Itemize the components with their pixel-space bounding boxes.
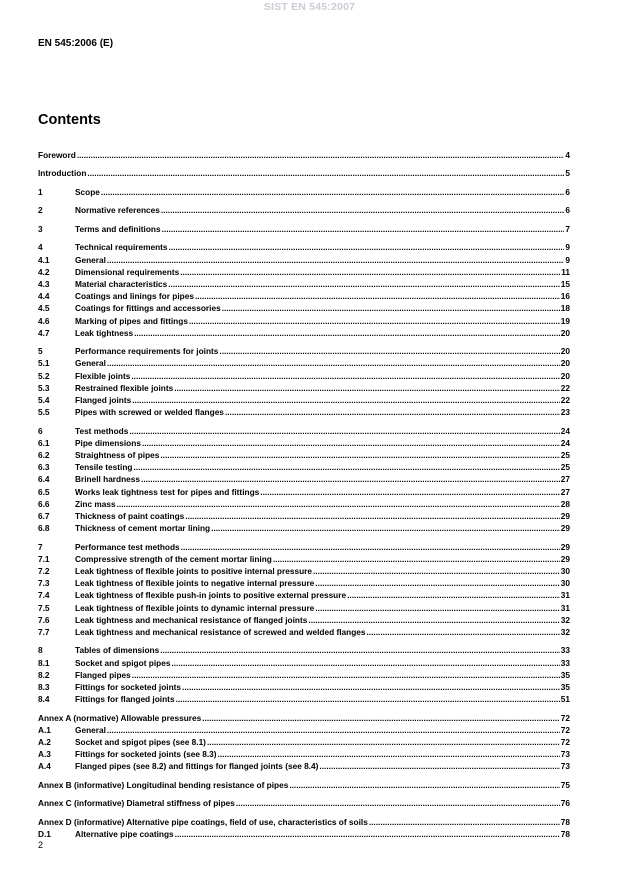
toc-leader-dots	[181, 541, 560, 553]
toc-entry-page: 11	[561, 266, 570, 277]
toc-leader-dots	[313, 565, 560, 577]
toc-entry-number: 7.7	[38, 626, 50, 637]
toc-leader-dots	[185, 510, 560, 522]
toc-entry-page: 25	[560, 462, 570, 473]
toc-entry-page: 29	[560, 553, 570, 564]
toc-leader-dots	[225, 406, 560, 418]
toc-entry-title: Alternative pipe coatings	[75, 829, 174, 840]
toc-entry-title: Normative references	[75, 205, 160, 216]
toc-entry-title: Annex C (informative) Diametral stiffness of pipes	[38, 798, 235, 809]
toc-entry-title: Fittings for socketed joints (see 8.3)	[75, 749, 217, 760]
toc-entry-page: 31	[560, 590, 570, 601]
toc-entry-number: 6.8	[38, 523, 50, 534]
toc-leader-dots	[169, 241, 565, 253]
toc-entry-title: Zinc mass	[75, 498, 116, 509]
toc-leader-dots	[218, 748, 560, 760]
toc-entry[interactable]	[38, 760, 570, 772]
toc-entry[interactable]	[38, 693, 570, 705]
toc-entry[interactable]	[38, 425, 570, 437]
toc-leader-dots	[222, 302, 560, 314]
toc-entry-title: Marking of pipes and fittings	[75, 315, 188, 326]
toc-entry-title: Leak tightness of flexible joints to dynamic internal pressure	[75, 602, 315, 613]
toc-entry-number: 2	[38, 205, 43, 216]
toc-entry-page: 35	[560, 669, 570, 680]
toc-entry-number: A.1	[38, 724, 51, 735]
toc-entry[interactable]	[38, 644, 570, 656]
toc-leader-dots	[160, 644, 560, 656]
toc-entry[interactable]	[38, 614, 570, 626]
toc-leader-dots	[260, 486, 560, 498]
toc-entry[interactable]	[38, 779, 570, 791]
toc-entry[interactable]	[38, 382, 570, 394]
toc-entry-page: 73	[560, 749, 570, 760]
toc-entry[interactable]	[38, 266, 570, 278]
toc-entry[interactable]	[38, 828, 570, 840]
toc-entry[interactable]	[38, 327, 570, 339]
toc-entry-page: 32	[560, 626, 570, 637]
toc-leader-dots	[129, 425, 559, 437]
toc-entry-page: 22	[560, 394, 570, 405]
toc-entry[interactable]	[38, 589, 570, 601]
toc-entry[interactable]	[38, 437, 570, 449]
toc-entry-title: Pipes with screwed or welded flanges	[75, 407, 224, 418]
toc-entry[interactable]	[38, 748, 570, 760]
toc-entry[interactable]	[38, 681, 570, 693]
toc-entry-page: 23	[560, 407, 570, 418]
toc-entry[interactable]	[38, 315, 570, 327]
toc-entry-page: 20	[560, 358, 570, 369]
toc-entry-number: 5.5	[38, 407, 50, 418]
toc-entry-page: 24	[560, 425, 570, 436]
toc-entry-title: Leak tightness	[75, 327, 134, 338]
toc-entry-title: Material characteristics	[75, 278, 168, 289]
toc-entry-title: Annex A (normative) Allowable pressures	[38, 712, 202, 723]
toc-entry-page: 22	[560, 382, 570, 393]
toc-entry-title: Flanged joints	[75, 394, 132, 405]
toc-entry-page: 31	[560, 602, 570, 613]
toc-entry-title: Compressive strength of the cement mortar lining	[75, 553, 272, 564]
toc-entry-number: 7.5	[38, 602, 50, 613]
toc-entry-number: 8.2	[38, 669, 50, 680]
toc-entry-page: 75	[560, 779, 570, 790]
toc-entry-number: 7	[38, 541, 43, 552]
toc-leader-dots	[117, 498, 560, 510]
toc-leader-dots	[236, 797, 560, 809]
toc-leader-dots	[202, 712, 560, 724]
toc-entry-title: Coatings and linings for pipes	[75, 291, 194, 302]
toc-entry-title: General	[75, 254, 106, 265]
toc-entry[interactable]	[38, 241, 570, 253]
toc-leader-dots	[101, 186, 564, 198]
toc-entry-number: 8.4	[38, 694, 50, 705]
toc-entry-page: 6	[565, 186, 570, 197]
toc-entry-number: 5.1	[38, 358, 50, 369]
toc-entry-page: 51	[560, 694, 570, 705]
toc-entry-title: Dimensional requirements	[75, 266, 180, 277]
toc-entry-title: Socket and spigot pipes (see 8.1)	[75, 737, 206, 748]
toc-entry-title: General	[75, 358, 106, 369]
toc-entry-page: 72	[560, 712, 570, 723]
toc-entry[interactable]	[38, 498, 570, 510]
toc-entry-title: Leak tightness and mechanical resistance of flanged joints	[75, 614, 308, 625]
toc-entry[interactable]	[38, 522, 570, 534]
toc-entry-number: A.4	[38, 761, 51, 772]
toc-entry-title: Annex B (informative) Longitudinal bending resistance of pipes	[38, 779, 289, 790]
toc-entry-title: Straightness of pipes	[75, 450, 160, 461]
toc-entry-number: 7.1	[38, 553, 50, 564]
toc-entry-title: Leak tightness of flexible joints to positive internal pressure	[75, 566, 312, 576]
toc-leader-dots	[142, 437, 560, 449]
toc-entry-number: 4.7	[38, 327, 50, 338]
toc-entry[interactable]	[38, 149, 570, 161]
toc-leader-dots	[134, 327, 560, 339]
toc-leader-dots	[141, 473, 560, 485]
page-title: Contents	[38, 112, 101, 128]
toc-entry-number: 4.1	[38, 254, 50, 265]
toc-entry-page: 18	[560, 303, 570, 314]
toc-entry-number: 4.3	[38, 278, 50, 289]
toc-leader-dots	[174, 382, 560, 394]
toc-entry-page: 16	[560, 291, 570, 302]
toc-entry-title: Test methods	[75, 425, 129, 436]
toc-entry[interactable]	[38, 302, 570, 314]
toc-entry-title: Fittings for flanged joints	[75, 694, 175, 705]
toc-leader-dots	[367, 626, 560, 638]
toc-entry-title: Leak tightness of flexible joints to negative internal pressure	[75, 578, 315, 589]
watermark: SIST EN 545:2007	[263, 1, 356, 13]
toc-entry[interactable]	[38, 406, 570, 418]
toc-leader-dots	[219, 345, 559, 357]
toc-entry[interactable]	[38, 797, 570, 809]
toc-leader-dots	[308, 614, 559, 626]
toc-entry-page: 78	[560, 829, 570, 840]
toc-leader-dots	[189, 315, 560, 327]
toc-entry[interactable]	[38, 461, 570, 473]
toc-entry-page: 29	[560, 523, 570, 534]
toc-entry[interactable]	[38, 626, 570, 638]
toc-entry-page: 32	[560, 614, 570, 625]
toc-entry-number: 1	[38, 186, 43, 197]
toc-entry[interactable]	[38, 565, 570, 577]
toc-entry-title: Brinell hardness	[75, 474, 141, 485]
toc-entry-title: Works leak tightness test for pipes and fittings	[75, 486, 260, 497]
toc-entry-number: 7.2	[38, 566, 50, 576]
toc-entry-page: 15	[560, 278, 570, 289]
toc-entry-page: 20	[560, 370, 570, 381]
toc-entry-page: 6	[565, 205, 570, 216]
toc-entry-title: Thickness of cement mortar lining	[75, 523, 211, 534]
toc-entry[interactable]	[38, 394, 570, 406]
toc-entry-title: Restrained flexible joints	[75, 382, 174, 393]
toc-entry[interactable]	[38, 357, 570, 369]
toc-leader-dots	[211, 522, 560, 534]
toc-entry-page: 20	[560, 327, 570, 338]
document-id: EN 545:2006 (E)	[38, 38, 114, 49]
toc-entry-page: 28	[560, 498, 570, 509]
toc-entry-page: 33	[560, 657, 570, 668]
toc-entry-title: Performance test methods	[75, 541, 180, 552]
toc-entry-number: 6.1	[38, 437, 50, 448]
toc-entry-page: 35	[560, 681, 570, 692]
toc-entry-title: Flexible joints	[75, 370, 131, 381]
toc-leader-dots	[132, 394, 560, 406]
toc-leader-dots	[176, 693, 560, 705]
toc-leader-dots	[273, 553, 560, 565]
toc-entry-title: Flanged pipes (see 8.2) and fittings for flanged joints (see 8.4)	[75, 761, 319, 772]
toc-entry[interactable]	[38, 602, 570, 614]
toc-entry-page: 78	[560, 816, 570, 827]
toc-entry-page: 9	[565, 242, 570, 253]
toc-entry-page: 19	[560, 315, 570, 326]
toc-entry-number: 6.3	[38, 462, 50, 473]
toc-entry-title: Coatings for fittings and accessories	[75, 303, 221, 314]
toc-entry-number: 7.3	[38, 578, 50, 589]
page-number: 2	[38, 840, 44, 850]
toc-entry-title: Foreword	[38, 150, 76, 160]
toc-entry-number: 4.5	[38, 303, 50, 314]
toc-entry-number: 8.3	[38, 681, 50, 692]
toc-entry[interactable]	[38, 345, 570, 357]
toc-leader-dots	[162, 223, 565, 235]
toc-entry-page: 30	[560, 578, 570, 589]
toc-entry-number: 5.2	[38, 370, 50, 381]
toc-entry-title: Technical requirements	[75, 242, 168, 253]
toc-entry-number: 6	[38, 425, 43, 436]
toc-leader-dots	[160, 449, 559, 461]
toc-entry-number: 6.2	[38, 450, 50, 461]
toc-entry-number: 7.4	[38, 590, 50, 601]
toc-entry[interactable]	[38, 278, 570, 290]
toc-entry-number: D.1	[38, 829, 51, 840]
toc-entry-page: 29	[560, 510, 570, 521]
toc-entry-page: 72	[560, 724, 570, 735]
toc-entry[interactable]	[38, 669, 570, 681]
toc-entry[interactable]	[38, 486, 570, 498]
toc-entry-page: 25	[560, 450, 570, 461]
toc-entry-number: 7.6	[38, 614, 50, 625]
toc-leader-dots	[315, 602, 559, 614]
toc-entry[interactable]	[38, 553, 570, 565]
toc-entry[interactable]	[38, 370, 570, 382]
toc-leader-dots	[319, 760, 559, 772]
toc-leader-dots	[369, 816, 560, 828]
toc-entry[interactable]	[38, 736, 570, 748]
toc-entry-number: 6.7	[38, 510, 50, 521]
toc-entry-number: 4	[38, 242, 43, 253]
toc-leader-dots	[133, 461, 559, 473]
toc-leader-dots	[180, 266, 560, 278]
toc-entry[interactable]	[38, 657, 570, 669]
toc-leader-dots	[77, 149, 565, 161]
toc-entry-title: Pipe dimensions	[75, 437, 141, 448]
toc-entry-page: 9	[565, 254, 570, 265]
toc-entry-title: Tables of dimensions	[75, 645, 160, 656]
toc-entry-number: 4.4	[38, 291, 50, 302]
toc-entry-number: 4.6	[38, 315, 50, 326]
toc-entry-number: 6.6	[38, 498, 50, 509]
toc-leader-dots	[87, 167, 564, 179]
toc-entry-page: 29	[560, 541, 570, 552]
toc-entry[interactable]	[38, 541, 570, 553]
toc-entry-number: 3	[38, 223, 43, 234]
toc-entry-page: 72	[560, 737, 570, 748]
toc-entry-page: 30	[560, 566, 570, 576]
toc-entry-page: 76	[560, 798, 570, 809]
toc-entry-number: 5	[38, 346, 43, 357]
toc-entry-page: 4	[565, 150, 570, 160]
toc-leader-dots	[195, 290, 560, 302]
toc-leader-dots	[168, 278, 560, 290]
toc-entry-title: Thickness of paint coatings	[75, 510, 185, 521]
toc-entry-title: Tensile testing	[75, 462, 133, 473]
toc-entry-number: A.2	[38, 737, 51, 748]
toc-entry-title: General	[75, 724, 106, 735]
toc-entry[interactable]	[38, 510, 570, 522]
toc-entry-title: Fittings for socketed joints	[75, 681, 182, 692]
toc-entry[interactable]	[38, 167, 570, 179]
toc-entry-title: Socket and spigot pipes	[75, 657, 171, 668]
toc-entry-page: 20	[560, 346, 570, 357]
toc-leader-dots	[315, 577, 559, 589]
toc-entry-page: 7	[565, 223, 570, 234]
toc-leader-dots	[161, 204, 565, 216]
toc-entry[interactable]	[38, 816, 570, 828]
toc-entry-title: Annex D (informative) Alternative pipe coatings, field of use, characteristics of soils	[38, 816, 368, 827]
toc-entry-number: 5.3	[38, 382, 50, 393]
toc-entry[interactable]	[38, 186, 570, 198]
toc-entry-number: 4.2	[38, 266, 50, 277]
toc-entry[interactable]	[38, 223, 570, 235]
toc-entry-number: 5.4	[38, 394, 50, 405]
toc-entry[interactable]	[38, 204, 570, 216]
toc-entry[interactable]	[38, 473, 570, 485]
toc-leader-dots	[107, 724, 560, 736]
toc-entry-page: 27	[560, 486, 570, 497]
toc-entry[interactable]	[38, 290, 570, 302]
toc-leader-dots	[132, 669, 560, 681]
toc-leader-dots	[347, 589, 560, 601]
toc-entry-number: 6.4	[38, 474, 50, 485]
toc-entry[interactable]	[38, 712, 570, 724]
toc-leader-dots	[171, 657, 559, 669]
toc-entry-number: 6.5	[38, 486, 50, 497]
toc-leader-dots	[107, 254, 564, 266]
toc-entry-title: Scope	[75, 186, 100, 197]
toc-leader-dots	[131, 370, 559, 382]
toc-entry[interactable]	[38, 254, 570, 266]
toc-entry-page: 33	[560, 645, 570, 656]
toc-entry-title: Leak tightness and mechanical resistance of screwed and welded flanges	[75, 626, 366, 637]
toc-leader-dots	[107, 357, 560, 369]
toc-entry-page: 27	[560, 474, 570, 485]
toc-entry-number: 8	[38, 645, 43, 656]
toc-entry-title: Terms and definitions	[75, 223, 161, 234]
toc-entry[interactable]	[38, 449, 570, 461]
toc-entry-title: Flanged pipes	[75, 669, 131, 680]
toc-entry[interactable]	[38, 577, 570, 589]
toc-entry-number: A.3	[38, 749, 51, 760]
toc-entry-title: Leak tightness of flexible push-in joints to positive external pressure	[75, 590, 347, 601]
toc-entry-number: 8.1	[38, 657, 50, 668]
toc-entry[interactable]	[38, 724, 570, 736]
toc-entry-page: 24	[560, 437, 570, 448]
toc-entry-page: 5	[565, 168, 570, 179]
toc-leader-dots	[182, 681, 560, 693]
toc-entry-title: Performance requirements for joints	[75, 346, 219, 357]
toc-leader-dots	[289, 779, 559, 791]
toc-entry-page: 73	[560, 761, 570, 772]
toc-leader-dots	[175, 828, 560, 840]
toc-leader-dots	[207, 736, 560, 748]
toc-entry-title: Introduction	[38, 168, 87, 179]
table-of-contents	[38, 149, 570, 840]
